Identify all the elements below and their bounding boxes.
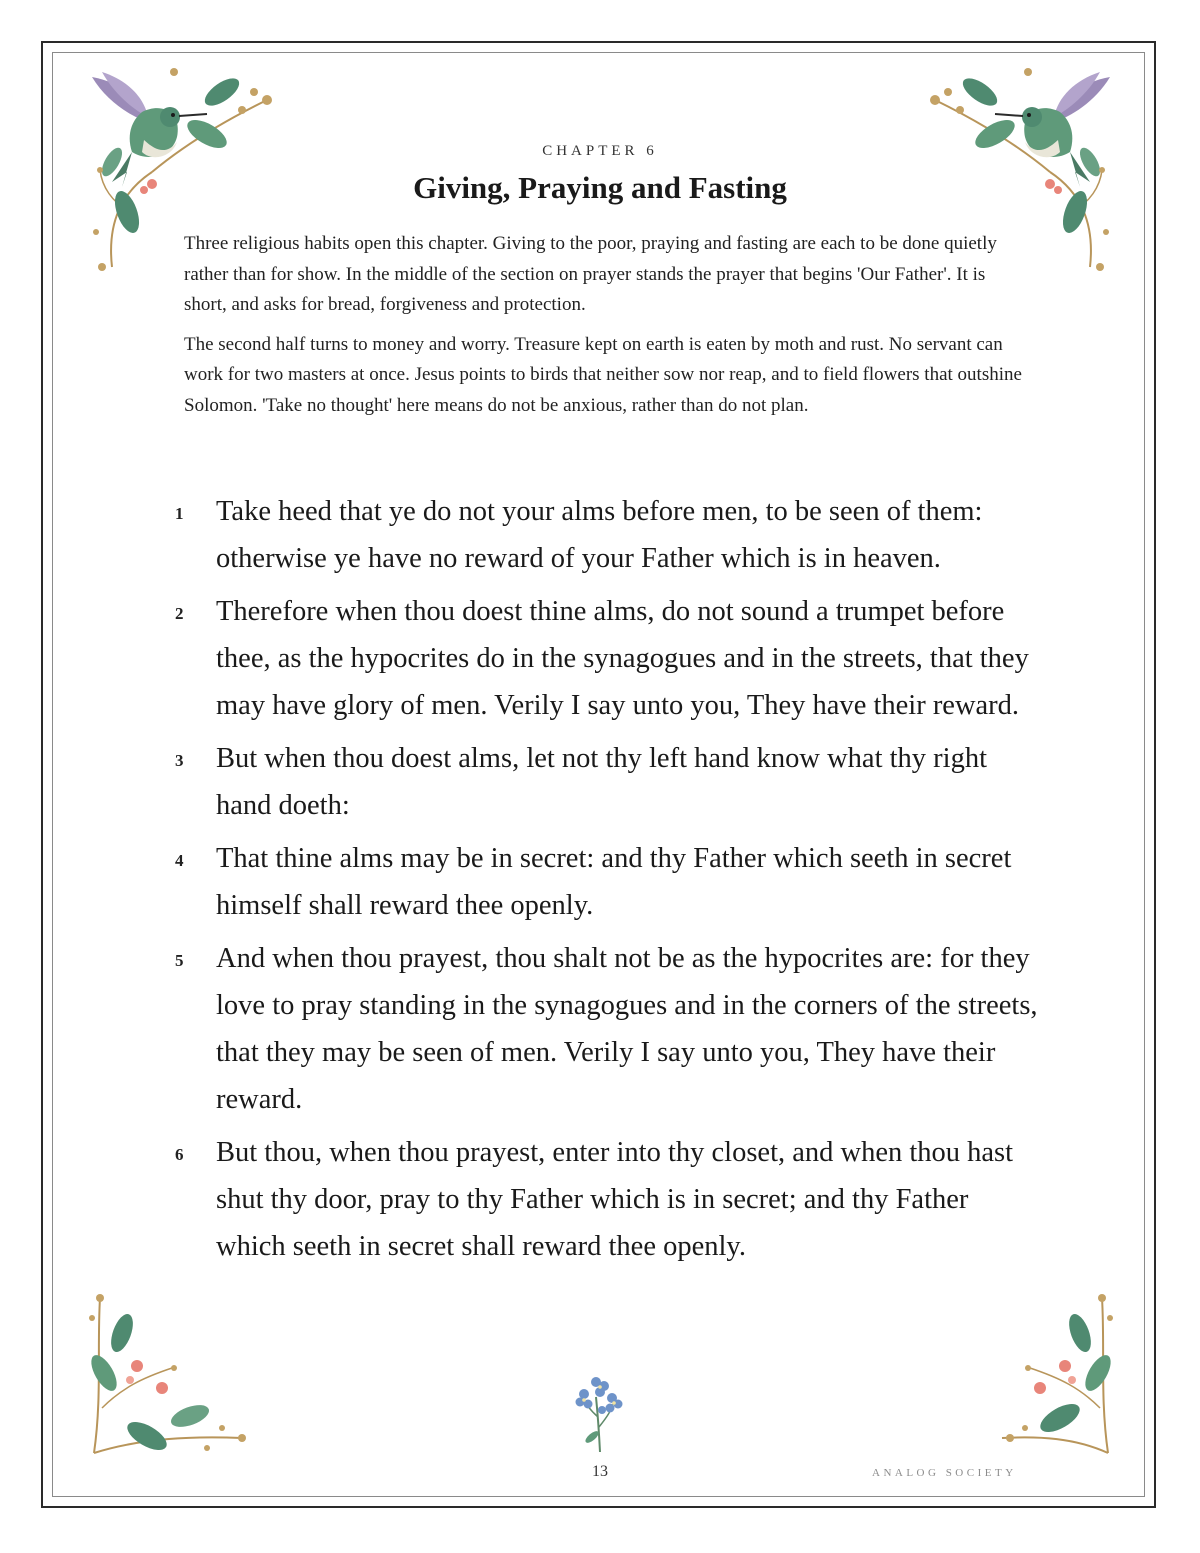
verse-number: 4 (175, 851, 184, 870)
verse-number: 2 (175, 604, 184, 623)
verse (170, 1129, 1040, 1270)
verse (170, 488, 1040, 582)
verse-text: Take heed that ye do not your alms before men, to be seen of them: otherwise ye have no reward of your Father which is in heaven. (216, 496, 983, 574)
verse-text: But thou, when thou prayest, enter into thy closet, and when thou hast shut thy door, pray to thy Father which is in secret; and thy Father which seeth in secret shall reward thee openly. (216, 1137, 1014, 1262)
verse-text: But when thou doest alms, let not thy left hand know what thy right hand doeth: (216, 743, 987, 821)
verse (170, 835, 1040, 929)
intro-paragraph: Three religious habits open this chapter. Giving to the poor, praying and fasting are each to be done quietly rather than for show. In the middle of the section on prayer stands the prayer that begins 'Our Father'. It is short, and asks for bread, forgiveness and protection. (184, 233, 997, 315)
brand-name: ANALOG SOCIETY (872, 1467, 1017, 1479)
chapter-label: CHAPTER 6 (542, 143, 658, 159)
chapter-title: Giving, Praying and Fasting (413, 170, 787, 205)
floral-sprig-icon (82, 1288, 252, 1468)
verse-number: 6 (175, 1145, 184, 1164)
forget-me-not-icon (572, 1372, 628, 1459)
verse-list (170, 488, 1040, 1276)
intro-paragraph: The second half turns to money and worry. Treasure kept on earth is eaten by moth and rust. No servant can work for two masters at once. Jesus points to birds that neither sow nor reap, and to field flowers that outshine Solomon. 'Take no thought' here means do not be anxious, rather than do not plan. (184, 333, 1022, 416)
verse (170, 735, 1040, 829)
verse-number: 1 (175, 504, 184, 523)
page-number: 13 (592, 1463, 608, 1480)
verse (170, 588, 1040, 729)
verse-text: And when thou prayest, thou shalt not be as the hypocrites are: for they love to pray standing in the synagogues and in the corners of the streets, that they may be seen of men. Verily I say unto you, They have their reward. (216, 943, 1038, 1115)
verse-number: 5 (175, 951, 184, 970)
verse-text: That thine alms may be in secret: and thy Father which seeth in secret himself shall reward thee openly. (216, 843, 1012, 921)
floral-sprig-icon (995, 1288, 1120, 1468)
verse-text: Therefore when thou doest thine alms, do not sound a trumpet before thee, as the hypocrites do in the synagogues and in the streets, that they may have glory of men. Verily I say unto you, They have their reward. (216, 596, 1029, 721)
verse (170, 935, 1040, 1123)
chapter-intro (184, 229, 1029, 430)
verse-number: 3 (175, 751, 184, 770)
